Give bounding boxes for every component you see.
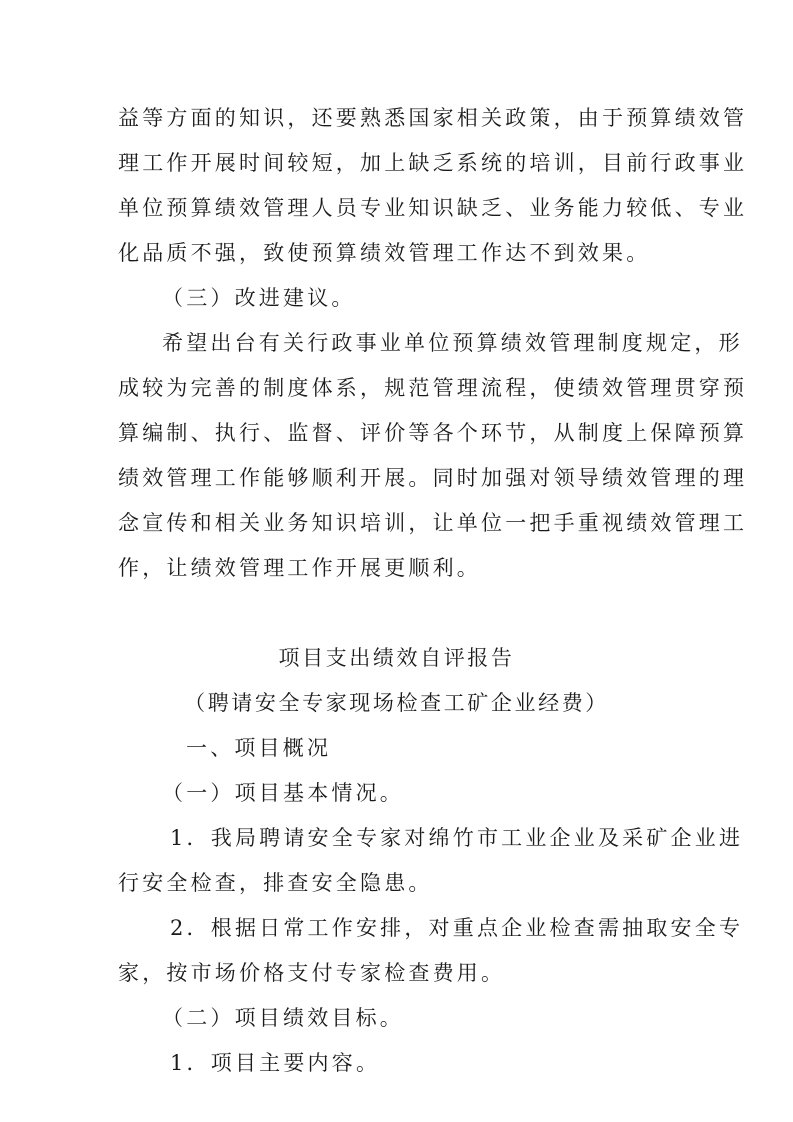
paragraph-line: 希望出台有关行政事业单位预算绩效管理制度规定，形 [162,331,743,355]
paragraph-line: 算编制、执行、监督、评价等各个环节，从制度上保障预算 [118,421,748,445]
paragraph-line: 绩效管理工作能够顺利开展。同时加强对领导绩效管理的理 [118,466,748,490]
list-item-line: 1．我局聘请安全专家对绵竹市工业企业及采矿企业进 [170,826,744,850]
subsection-heading: （一）项目基本情况。 [162,781,404,805]
paragraph-line: 作，让绩效管理工作开展更顺利。 [118,556,481,580]
list-item-line: 1．项目主要内容。 [170,1051,381,1075]
paragraph-line: 成较为完善的制度体系，规范管理流程，使绩效管理贯穿预 [118,376,748,400]
list-item-line: 家，按市场价格支付专家检查费用。 [118,961,506,985]
section-heading: （三）改进建议。 [162,286,356,310]
subsection-heading: （二）项目绩效目标。 [162,1006,404,1030]
paragraph-line: 化品质不强，致使预算绩效管理工作达不到效果。 [118,241,651,265]
report-title: 项目支出绩效自评报告 [278,646,515,670]
report-subtitle: （聘请安全专家现场检查工矿企业经费） [184,691,609,715]
list-item-line: 2．根据日常工作安排，对重点企业检查需抽取安全专 [170,916,744,940]
paragraph-line: 念宣传和相关业务知识培训，让单位一把手重视绩效管理工 [118,511,748,535]
paragraph-line: 益等方面的知识，还要熟悉国家相关政策，由于预算绩效管 [118,106,748,130]
paragraph-line: 理工作开展时间较短，加上缺乏系统的培训，目前行政事业 [118,151,748,175]
list-item-line: 行安全检查，排查安全隐患。 [118,871,433,895]
section-heading: 一、项目概况 [186,736,332,760]
paragraph-line: 单位预算绩效管理人员专业知识缺乏、业务能力较低、专业 [118,196,748,220]
